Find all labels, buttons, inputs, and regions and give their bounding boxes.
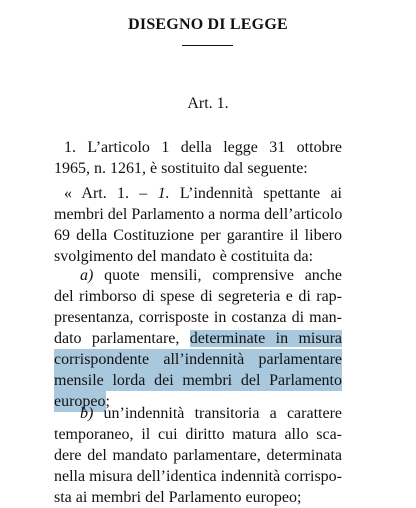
paragraph-2: [54, 183, 342, 267]
list-marker-b: b): [80, 405, 94, 422]
list-item-a-line: presentanza, corrisposte in costanza di man-: [54, 309, 342, 326]
list-marker-a: a): [80, 267, 94, 284]
title-underline-rule: [182, 45, 233, 46]
list-item-b-line: [54, 403, 342, 424]
list-item-b-line: temporaneo, il cui diritto matura allo sca-: [54, 426, 342, 443]
list-item-a-line: [54, 328, 342, 349]
list-item-b: [54, 403, 342, 508]
highlighted-text[interactable]: corrispondente all’indennità parlamentare: [54, 351, 342, 368]
list-item-a-text: quote mensili, comprensive anche: [93, 267, 342, 284]
paragraph-2-line: svolgimento del mandato è costituita da:: [54, 248, 314, 265]
list-item-b-line: dere del mandato parlamentare, determinata: [54, 447, 342, 464]
highlighted-text[interactable]: mensile lorda dei membri del Parlamento: [54, 372, 342, 389]
list-item-b-text: un’indennità transitoria a carattere: [93, 405, 342, 422]
list-item-a-text: dato parlamentare,: [54, 330, 190, 347]
highlighted-text[interactable]: determinate in misura: [189, 330, 342, 347]
paragraph-1-line: 1. L’articolo 1 della legge 31 ottobre: [64, 139, 342, 156]
paragraph-2-line: « Art. 1. – 1. L’indennità spettante ai: [64, 185, 342, 202]
list-item-b-line: nella misura dell’identica indennità corrispo-: [54, 468, 342, 485]
document-title: DISEGNO DI LEGGE: [128, 16, 288, 33]
article-heading: Art. 1.: [187, 95, 229, 112]
paragraph-1: [54, 137, 342, 179]
list-item-b-line: sta ai membri del Parlamento europeo;: [54, 489, 302, 506]
paragraph-2-line: 69 della Costituzione per garantire il libero: [54, 227, 342, 244]
paragraph-2-line: membri del Parlamento a norma dell’articolo: [54, 206, 343, 223]
list-item-a-line: [54, 265, 342, 286]
list-item-a-line: del rimborso di spese di segreteria e di rap-: [54, 288, 342, 305]
paragraph-1-line: 1965, n. 1261, è sostituito dal seguente:: [54, 160, 308, 177]
list-item-a: [54, 265, 342, 412]
highlighted-text[interactable]: europeo;: [54, 393, 110, 410]
